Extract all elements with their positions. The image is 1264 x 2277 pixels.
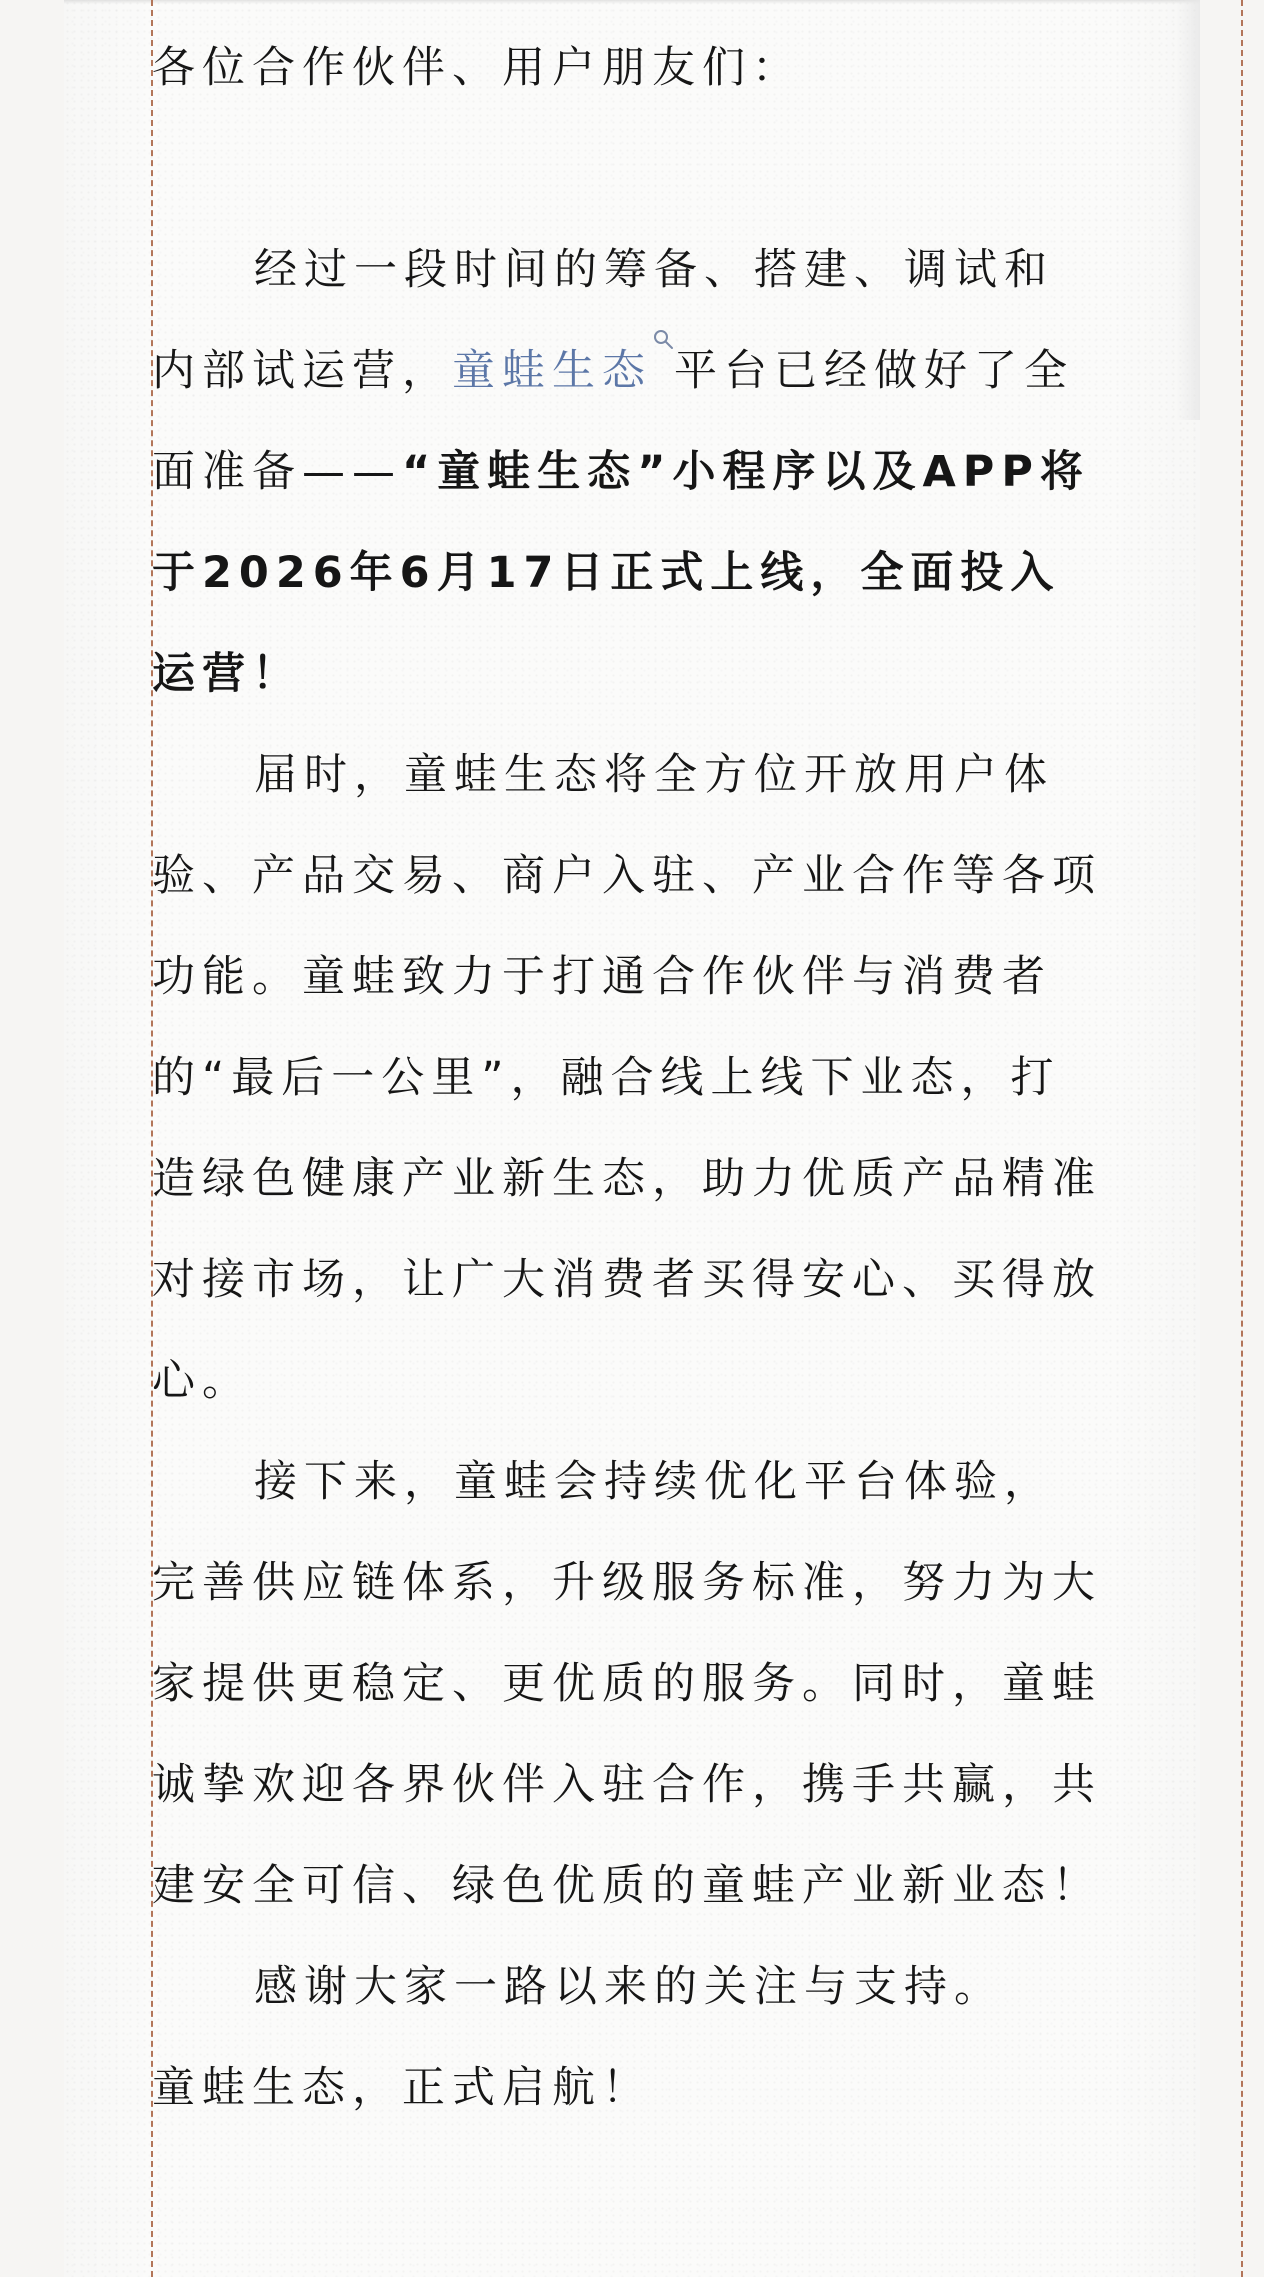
article-content bbox=[152, 18, 1102, 2139]
paragraph-launch-middle: 平台已经做好了全面准备—— bbox=[152, 346, 1074, 497]
right-edge-shadow bbox=[1176, 0, 1200, 420]
closing-line: 童蛙生态，正式启航！ bbox=[152, 2063, 652, 2113]
launch-announcement: “童蛙生态”小程序以及APP将于2026年6月17日正式上线，全面投入运营！ bbox=[152, 447, 1090, 699]
ecosystem-link[interactable] bbox=[452, 346, 674, 396]
search-icon bbox=[653, 329, 674, 351]
top-divider bbox=[64, 0, 1200, 4]
right-dashed-border bbox=[1241, 0, 1243, 2277]
paragraph-launch bbox=[152, 220, 1102, 725]
greeting: 各位合作伙伴、用户朋友们： bbox=[152, 43, 802, 93]
paragraph-launch-intro: 经过一段时间的筹备、搭建、调试和内部试运营， bbox=[152, 245, 1054, 396]
paragraph-features: 届时，童蛙生态将全方位开放用户体验、产品交易、商户入驻、产业合作等各项功能。童蛙致力于打通合作伙伴与消费者的“最后一公里”，融合线上线下业态，打造绿色健康产业新生态，助力优质产品精准对接市场，让广大消费者买得安心、买得放心。 bbox=[152, 750, 1102, 1406]
paragraph-thanks: 感谢大家一路以来的关注与支持。 bbox=[254, 1962, 1004, 2012]
paragraph-next-steps: 接下来，童蛙会持续优化平台体验，完善供应链体系，升级服务标准，努力为大家提供更稳定、更优质的服务。同时，童蛙诚挚欢迎各界伙伴入驻合作，携手共赢，共建安全可信、绿色优质的童蛙产业新业态！ bbox=[152, 1457, 1102, 1911]
ecosystem-link-text: 童蛙生态 bbox=[452, 346, 652, 396]
